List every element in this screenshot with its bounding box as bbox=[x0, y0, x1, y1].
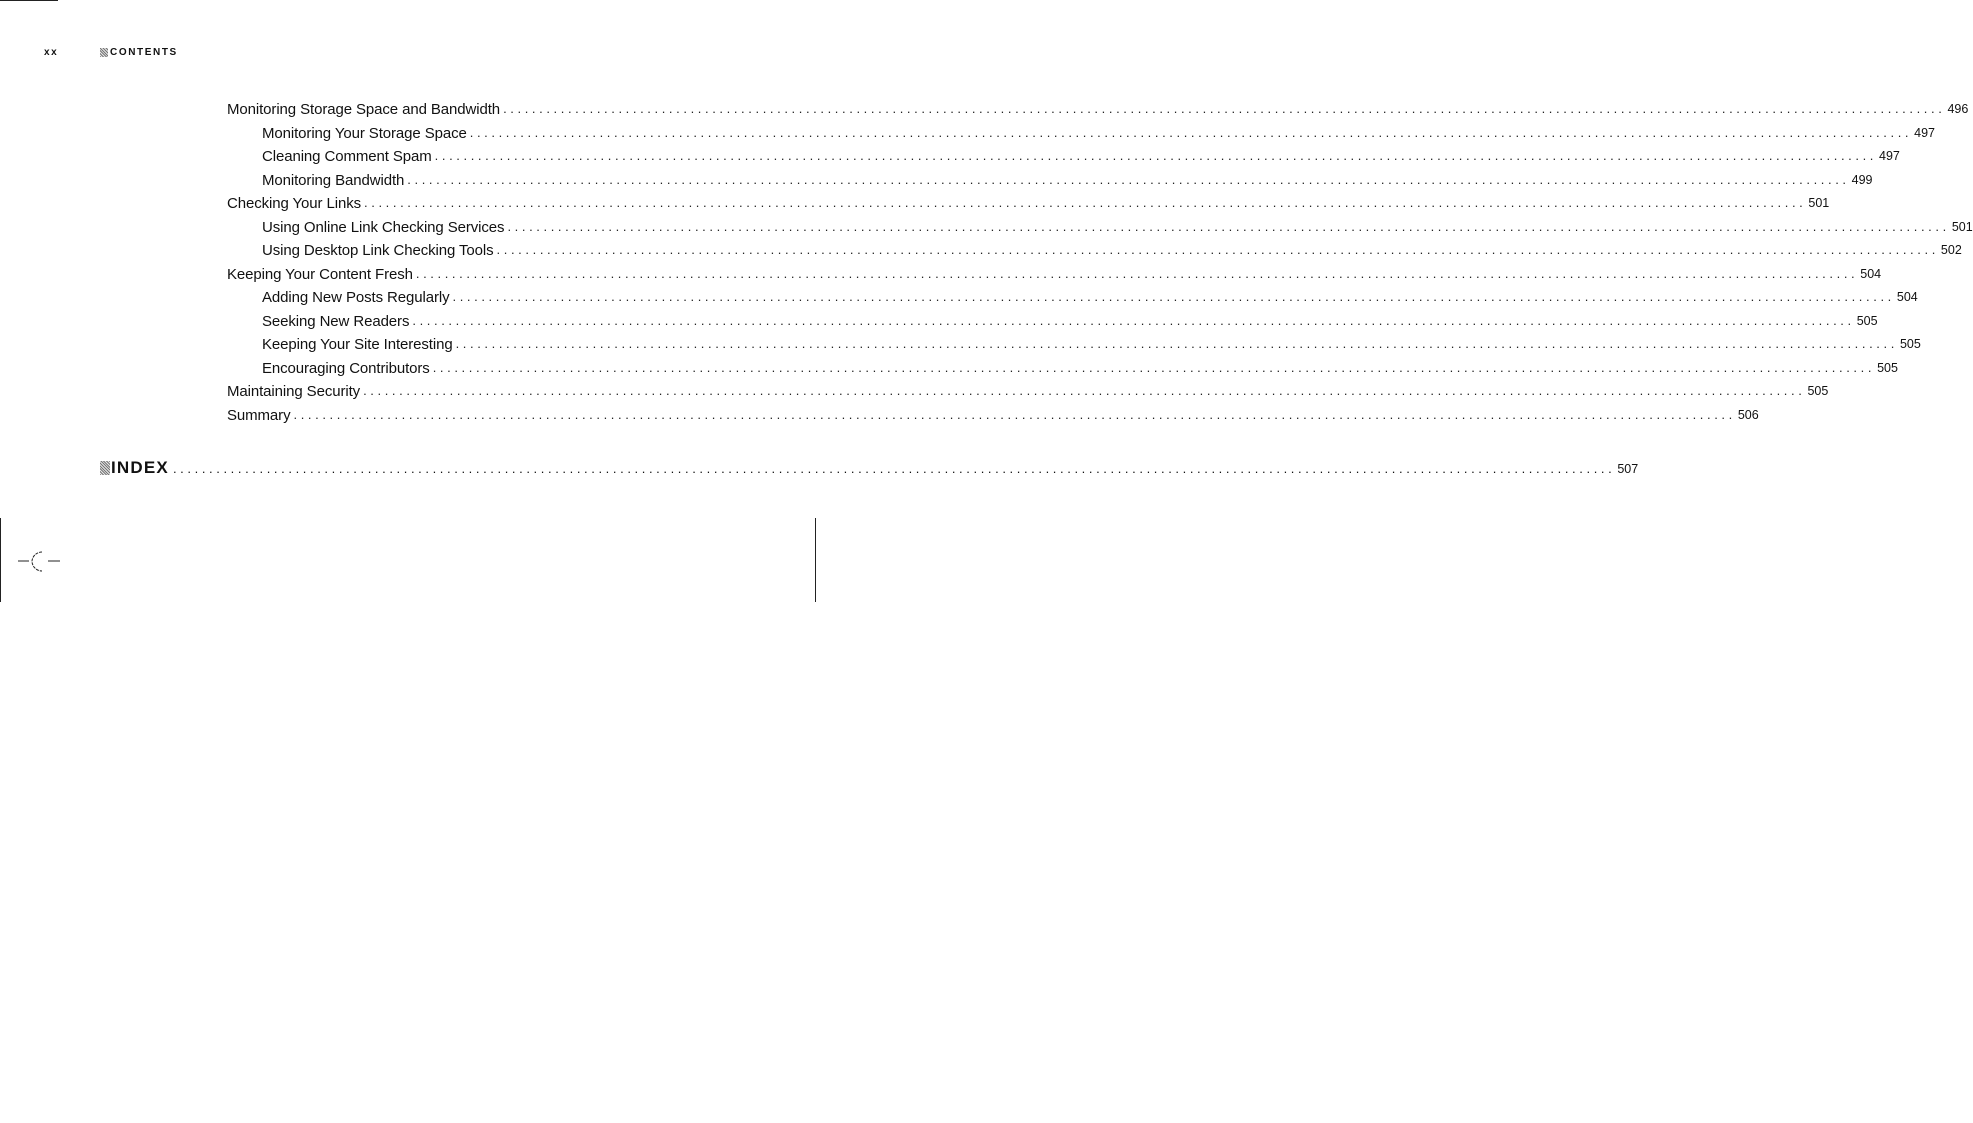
registration-mark-icon bbox=[18, 548, 60, 578]
toc-entry-page: 501 bbox=[1808, 196, 1830, 210]
toc-entry-page: 497 bbox=[1914, 125, 1935, 140]
dot-leader: ........................................................................................................................................................................................................ bbox=[172, 461, 1616, 476]
toc-entry[interactable] bbox=[262, 169, 1873, 189]
section-mark-icon bbox=[100, 48, 108, 57]
toc-entry-label: Maintaining Security bbox=[227, 383, 361, 400]
dot-leader: ........................................................................................................................................................................................................ bbox=[415, 265, 1859, 281]
toc-entry-page: 505 bbox=[1856, 313, 1878, 328]
toc-entry-label: Keeping Your Content Fresh bbox=[227, 265, 413, 283]
toc-entry-page: 501 bbox=[1951, 219, 1973, 234]
index-mark-icon bbox=[100, 461, 110, 475]
toc-entry-label: Using Desktop Link Checking Tools bbox=[262, 242, 494, 259]
toc-entry-label: Monitoring Storage Space and Bandwidth bbox=[227, 101, 501, 118]
toc-entry-label: Adding New Posts Regularly bbox=[262, 289, 450, 306]
dot-leader: ........................................................................................................................................................................................................ bbox=[407, 171, 1850, 187]
toc-entry-label: Using Online Link Checking Services bbox=[262, 218, 505, 236]
toc-entry-label: INDEX bbox=[111, 458, 169, 477]
toc-entry[interactable] bbox=[227, 98, 1969, 118]
page-folio: xx bbox=[44, 46, 59, 58]
running-header-title: CONTENTS bbox=[110, 46, 178, 58]
toc-entry-label: Checking Your Links bbox=[227, 195, 362, 212]
toc-entry-page: 506 bbox=[1737, 407, 1759, 422]
toc-entry[interactable] bbox=[262, 239, 1962, 259]
toc-entry[interactable] bbox=[227, 263, 1882, 283]
crop-mark-right bbox=[815, 518, 816, 602]
dot-leader: ........................................................................................................................................................................................................ bbox=[434, 148, 1878, 163]
toc-entry[interactable] bbox=[262, 310, 1878, 330]
crop-mark-top bbox=[0, 0, 58, 1]
toc-entry-label: Monitoring Your Storage Space bbox=[262, 124, 467, 142]
crop-mark-left bbox=[0, 518, 1, 602]
toc-entry[interactable] bbox=[262, 333, 1921, 353]
toc-entry[interactable] bbox=[262, 216, 1973, 236]
toc-entry-page: 497 bbox=[1879, 149, 1900, 163]
toc-entry[interactable] bbox=[227, 404, 1759, 424]
toc-entry-page: 505 bbox=[1807, 384, 1829, 398]
toc-entry[interactable] bbox=[262, 122, 1935, 142]
toc-entry-page: 502 bbox=[1940, 243, 1962, 257]
dot-leader: ........................................................................................................................................................................................................ bbox=[503, 101, 1946, 116]
toc-entry-label: Seeking New Readers bbox=[262, 312, 410, 330]
toc-entry-page: 504 bbox=[1896, 290, 1918, 304]
toc-entry[interactable] bbox=[262, 357, 1898, 377]
dot-leader: ........................................................................................................................................................................................................ bbox=[496, 242, 1939, 257]
dot-leader: ........................................................................................................................................................................................................ bbox=[469, 124, 1913, 140]
dot-leader: ........................................................................................................................................................................................................ bbox=[293, 406, 1736, 422]
running-header bbox=[44, 45, 178, 59]
toc-entry-page: 496 bbox=[1947, 102, 1969, 116]
dot-leader: ........................................................................................................................................................................................................ bbox=[455, 336, 1898, 351]
toc-entry-label: Encouraging Contributors bbox=[262, 359, 430, 377]
dot-leader: ........................................................................................................................................................................................................ bbox=[507, 218, 1950, 234]
toc-entry-label: Monitoring Bandwidth bbox=[262, 171, 405, 189]
toc-entry-page: 505 bbox=[1877, 360, 1898, 375]
toc-entry[interactable] bbox=[227, 380, 1829, 400]
dot-leader: ........................................................................................................................................................................................................ bbox=[364, 195, 1807, 210]
toc-entry-label: Summary bbox=[227, 406, 291, 424]
toc-entry-label: Cleaning Comment Spam bbox=[262, 148, 432, 165]
dot-leader: ........................................................................................................................................................................................................ bbox=[412, 312, 1855, 328]
toc-entry-label: Keeping Your Site Interesting bbox=[262, 336, 453, 353]
toc-entry[interactable] bbox=[227, 192, 1830, 212]
dot-leader: ........................................................................................................................................................................................................ bbox=[363, 383, 1806, 398]
toc-entry-page: 505 bbox=[1899, 337, 1921, 351]
dot-leader: ........................................................................................................................................................................................................ bbox=[452, 289, 1895, 304]
toc-entry-index[interactable] bbox=[100, 456, 1639, 478]
toc-entry-page: 507 bbox=[1617, 462, 1639, 476]
toc-entry[interactable] bbox=[262, 286, 1918, 306]
dot-leader: ........................................................................................................................................................................................................ bbox=[432, 359, 1876, 375]
toc-entry-page: 504 bbox=[1860, 266, 1882, 281]
toc-entry[interactable] bbox=[262, 145, 1900, 165]
toc-entry-page: 499 bbox=[1851, 172, 1873, 187]
